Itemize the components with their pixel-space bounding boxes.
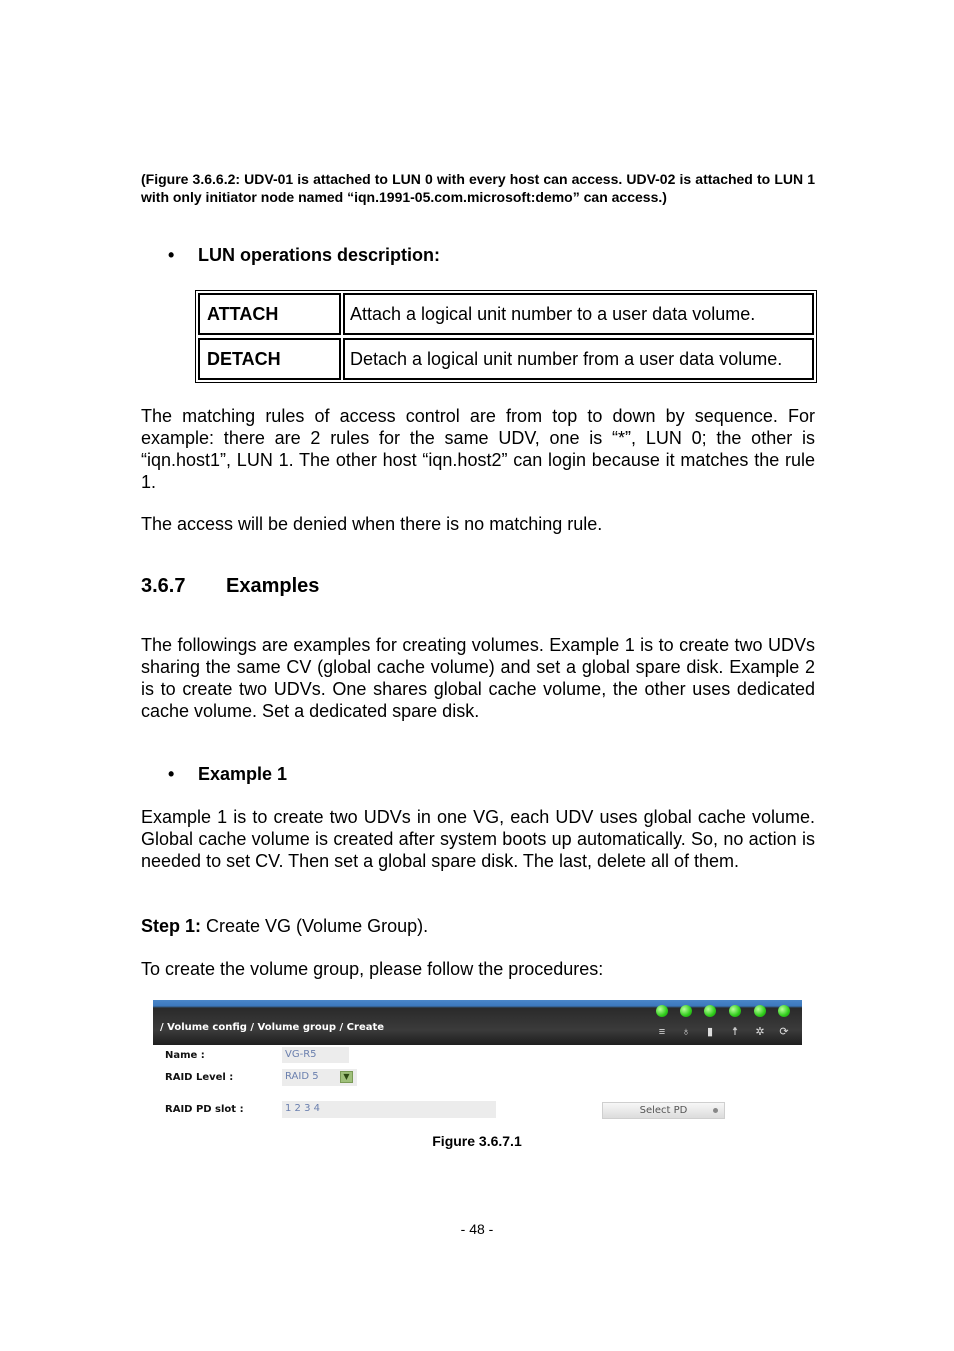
status-led-icon [656, 1005, 668, 1017]
lun-op-name: DETACH [198, 338, 341, 380]
select-pd-button[interactable] [602, 1102, 725, 1119]
name-label: Name : [165, 1050, 205, 1061]
step1-line [141, 915, 815, 937]
lun-operations-bullet [168, 245, 440, 266]
breadcrumb: / Volume config / Volume group / Create [160, 1022, 385, 1033]
volume-group-create-screenshot [153, 1000, 802, 1122]
matching-rules-paragraph: The matching rules of access control are from top to down by sequence. For example: there are 2 rules for the same UDV, one is “*”, LUN 0; the other is “iqn.host1”, LUN 1. The other host “iqn.host2” can login because it matches the rule 1. [141, 406, 815, 492]
lun-op-name: ATTACH [198, 293, 341, 335]
lun-op-description: Attach a logical unit number to a user data volume. [343, 293, 814, 335]
example1-paragraph: Example 1 is to create two UDVs in one VG, each UDV uses global cache volume. Global cache volume is created after system boots up automatically. So, no action is needed to set CV. Then set a global spare disk. The last, delete all of them. [141, 807, 815, 871]
chevron-down-icon[interactable]: ▼ [340, 1071, 353, 1083]
raid-level-label: RAID Level : [165, 1072, 234, 1083]
bullet-dot: • [168, 245, 175, 265]
dot-icon [713, 1108, 718, 1113]
power-icon[interactable]: ▮ [706, 1026, 714, 1038]
section-title: Examples [226, 575, 320, 597]
database-icon[interactable]: ≡ [658, 1026, 666, 1038]
title-bar [153, 1000, 802, 1045]
status-led-icon [704, 1005, 716, 1017]
example1-bullet [168, 764, 287, 785]
fan-icon[interactable]: ☨ [732, 1026, 738, 1038]
section-heading [141, 575, 319, 598]
temperature-icon[interactable]: ♁ [681, 1026, 691, 1038]
status-led-icon [729, 1005, 741, 1017]
example1-heading: Example 1 [198, 764, 288, 784]
bullet-dot: • [168, 764, 175, 784]
raid-level-select[interactable] [282, 1069, 357, 1086]
step1-text: Create VG (Volume Group). [201, 916, 429, 936]
lun-operations-heading: LUN operations description: [198, 245, 441, 265]
page-number: - 48 - [460, 1221, 494, 1237]
section-number: 3.6.7 [141, 575, 186, 597]
raid-level-value: RAID 5 [285, 1071, 319, 1082]
raid-pd-slot-input[interactable]: 1 2 3 4 [282, 1101, 496, 1118]
raid-pd-slot-label: RAID PD slot : [165, 1104, 244, 1115]
table-row [198, 338, 814, 380]
select-pd-label: Select PD [639, 1105, 688, 1116]
procedures-paragraph: To create the volume group, please follow the procedures: [141, 959, 604, 979]
status-led-icon [754, 1005, 766, 1017]
status-led-icon [778, 1005, 790, 1017]
figure-caption: Figure 3.6.7.1 [432, 1133, 522, 1149]
name-input[interactable]: VG-R5 [282, 1047, 349, 1063]
table-row [198, 293, 814, 335]
lun-operations-table [195, 290, 817, 383]
access-denied-paragraph: The access will be denied when there is no matching rule. [141, 514, 603, 534]
reload-icon[interactable]: ⟳ [779, 1026, 789, 1038]
status-led-icon [680, 1005, 692, 1017]
step1-label: Step 1: [141, 916, 202, 936]
cooling-icon[interactable]: ✲ [755, 1026, 765, 1038]
lun-op-description: Detach a logical unit number from a user data volume. [343, 338, 814, 380]
examples-paragraph: The followings are examples for creating volumes. Example 1 is to create two UDVs sharing the same CV (global cache volume) and set a global spare disk. Example 2 is to create two UDVs. One shares global cache volume, the other uses dedicated cache volume. Set a dedicated spare disk. [141, 635, 815, 721]
figure-caption-top: (Figure 3.6.6.2: UDV-01 is attached to LUN 0 with every host can access. UDV-02 is attached to LUN 1 with only initiator node named “iqn.1991-05.com.microsoft:demo” can access.) [141, 171, 815, 205]
